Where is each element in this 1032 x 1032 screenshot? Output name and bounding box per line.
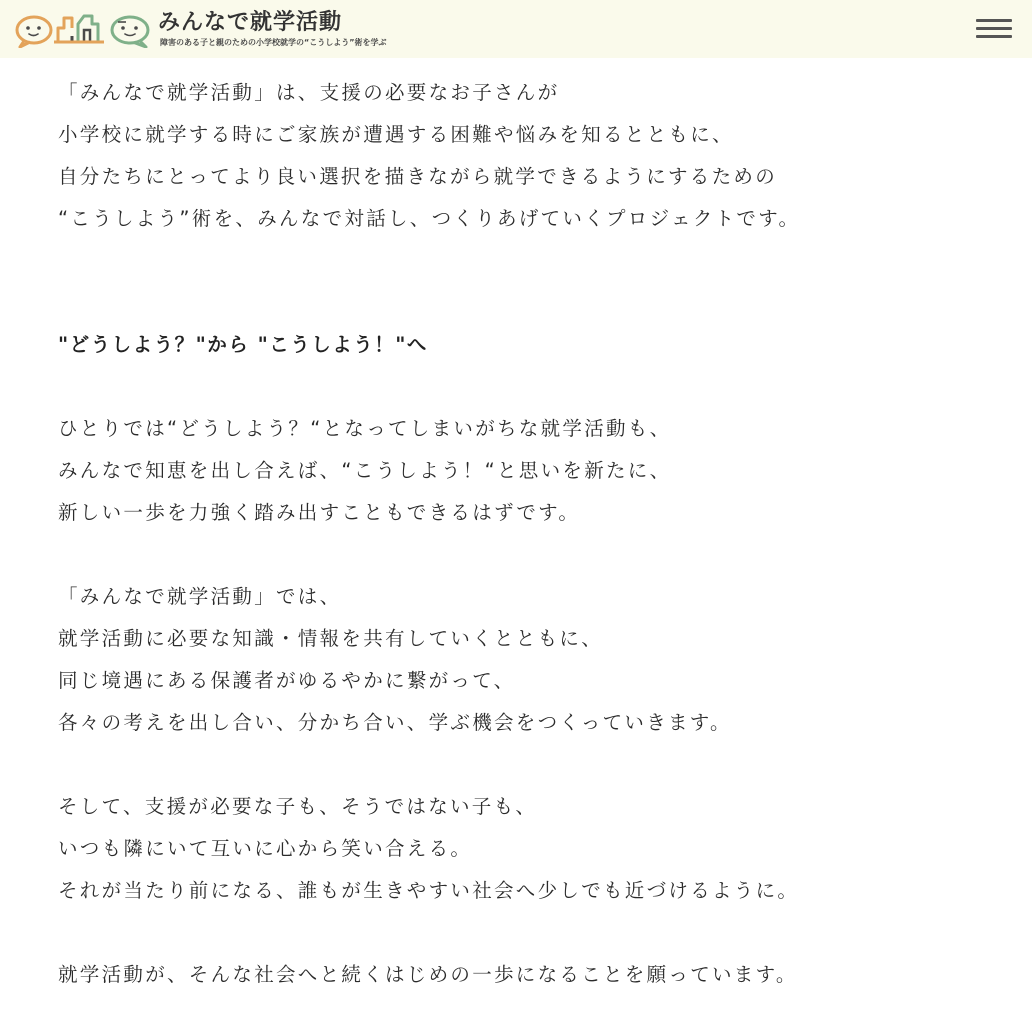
spacer [58,912,998,954]
body-line: 新しい一歩を力強く踏み出すこともできるはずです。 [58,501,581,524]
body-line: 同じ境遇にある保護者がゆるやかに繋がって、 [58,669,516,692]
spacer [58,240,998,282]
body-paragraph [58,576,998,744]
site-header [0,0,1032,58]
body-line: 各々の考えを出し合い、分かち合い、学ぶ機会をつくっていきます。 [58,711,732,734]
body-line: それが当たり前になる、誰もが生きやすい社会へ少しでも近づけるように。 [58,879,800,902]
body-paragraph [58,954,998,996]
site-logo-link[interactable] [14,10,387,48]
intro-line: 自分たちにとってより良い選択を描きながら就学できるようにするための [58,165,778,188]
menu-bar [976,19,1012,22]
spacer [58,366,998,408]
menu-bar [976,27,1012,30]
body-line: いつも隣にいて互いに心から笑い合える。 [58,837,473,860]
main-content [58,72,998,996]
menu-bar [976,35,1012,38]
body-line: そして、支援が必要な子も、そうではない子も、 [58,795,538,818]
spacer [58,282,998,324]
spacer [58,534,998,576]
intro-paragraph [58,72,998,240]
body-line: ひとりでは“どうしよう？“となってしまいがちな就学活動も、 [58,417,672,440]
logo-text [158,11,387,48]
body-paragraph [58,408,998,534]
spacer [58,744,998,786]
section-heading: "どうしよう？"から "こうしよう！"へ [58,333,428,356]
intro-line: 小学校に就学する時にご家族が遭遇する困難や悩みを知るとともに、 [58,123,734,146]
hamburger-menu-icon[interactable] [970,14,1012,44]
logo-mark-icon [14,10,152,48]
body-line: みんなで知恵を出し合えば、“こうしよう！“と思いを新たに、 [58,459,672,482]
body-line: 就学活動に必要な知識・情報を共有していくとともに、 [58,627,604,650]
site-title: みんなで就学活動 [158,9,343,35]
intro-line: “こうしよう”術を、みんなで対話し、つくりあげていくプロジェクトです。 [58,207,801,230]
body-line: 就学活動が、そんな社会へと続くはじめの一歩になることを願っています。 [58,963,798,986]
body-paragraph [58,786,998,912]
body-line: 「みんなで就学活動」では、 [58,585,342,608]
intro-line: 「みんなで就学活動」は、支援の必要なお子さんが [58,81,560,104]
site-tagline: 障害のある子と親のための小学校就学の“こうしよう”術を学ぶ [160,37,387,47]
